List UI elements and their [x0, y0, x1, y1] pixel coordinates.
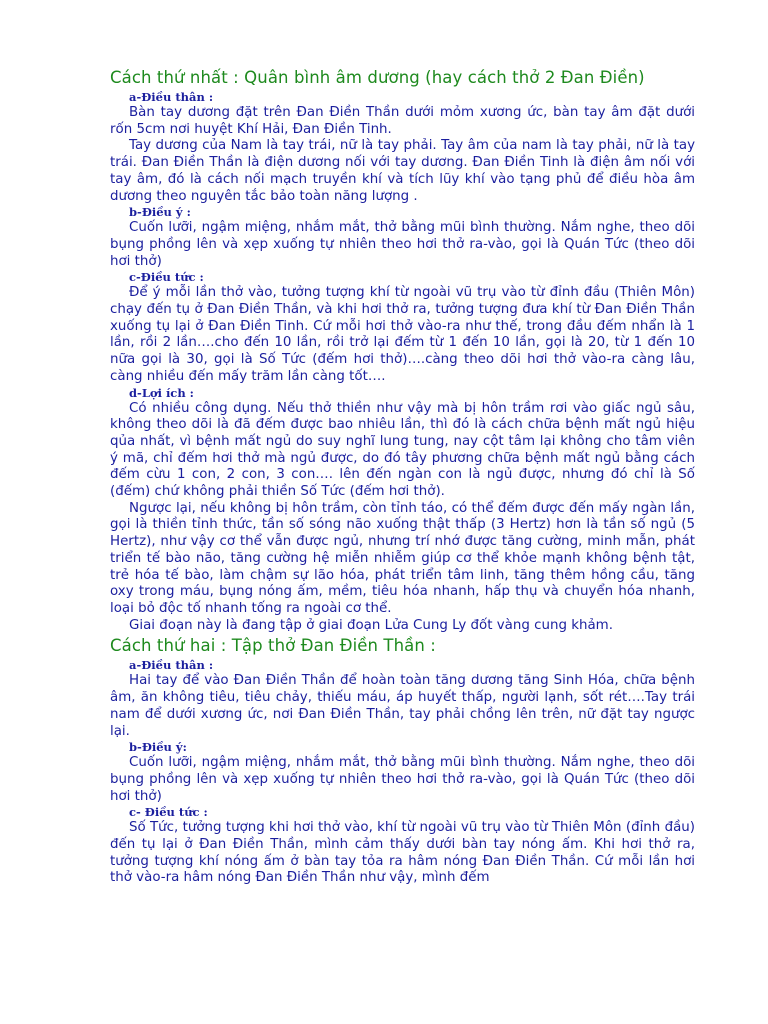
section1-d-label: d-Lợi ích : — [129, 385, 194, 400]
section1-c-label: c-Điều tức : — [129, 270, 204, 285]
section2-b-paragraph-1: Cuốn lưỡi, ngậm miệng, nhắm mắt, thở bằng mũi bình thường. Nắm nghe, theo dõi bụng phồng lên và xẹp xuống tự nhiên theo hơi thở ra-vào, gọi là Quán Tức (theo dõi hơi thở) — [110, 755, 695, 804]
section1-a-paragraph-2: Tay dương của Nam là tay trái, nữ là tay phải. Tay âm của nam là tay phải, nữ là tay trái. Đan Điền Thần là điện dương nối với tay dương. Đan Điền Tinh là điện âm nối với tay âm, đó là cách nối mạch truyền khí và tích lũy khí vào tạng phủ để điều hòa âm dương theo nguyên tắc bảo toàn năng lượng . — [110, 138, 695, 204]
document-body — [110, 66, 695, 887]
section1-b-paragraph-1: Cuốn lưỡi, ngậm miệng, nhắm mắt, thở bằng mũi bình thường. Nắm nghe, theo dõi bụng phồng lên và xẹp xuống tự nhiên theo hơi thở ra-vào, gọi là Quán Tức (theo dõi hơi thở) — [110, 220, 695, 269]
section1-a-label: a-Điều thân : — [129, 90, 214, 104]
section2-a-label: a-Điều thân : — [129, 658, 214, 673]
section1-d-paragraph-3: Giai đoạn này là đang tập ở giai đoạn Lửa Cung Ly đốt vàng cung khảm. — [129, 617, 613, 633]
section2-a-paragraph-1: Hai tay để vào Đan Điền Thần để hoàn toàn tăng dương tăng Sinh Hóa, chữa bệnh âm, ăn không tiêu, tiêu chảy, thiếu máu, áp huyết thấp, người lạnh, sốt rét….Tay trái nam để dưới xương ức, nơi Đan Điền Thần, tay phải chồng lên trên, nữ đặt tay ngược lại. — [110, 673, 695, 739]
section2-c-paragraph-1: Số Tức, tưởng tượng khi hơi thở vào, khí từ ngoài vũ trụ vào từ Thiên Môn (đỉnh đầu) đến tụ lại ở Đan Điền Thần, mình cảm thấy dưới bàn tay nóng ấm. Khi hơi thở ra, tưởng tượng khí nóng ấm ở bàn tay tỏa ra hâm nóng Đan Điền Thần. Cứ mỗi lần hơi thở vào-ra hâm nóng Đan Điền Thần như vậy, mình đếm — [110, 820, 695, 886]
section1-title: Cách thứ nhất : Quân bình âm dương (hay cách thở 2 Đan Điền) — [110, 68, 645, 87]
section1-c-paragraph-1: Để ý mỗi lần thở vào, tưởng tượng khí từ ngoài vũ trụ vào từ đỉnh đầu (Thiên Môn) chạy đến tụ ở Đan Điền Thần, và khi hơi thở ra, tưởng tượng đưa khí từ Đan Điền Thần xuống tụ lại ở Đan Điền Tinh. Cứ mỗi hơi thở vào-ra như thế, trong đầu đếm nhẩn là 1 lần, rồi 2 lần….cho đến 10 lần, rồi trở lại đếm từ 1 đến 10 lần, gọi là 20, từ 1 đến 10 nữa gọi là 30, gọi là Số Tức (đếm hơi thở)….càng theo dõi hơi thở vào-ra càng lâu, càng nhiều đến mấy trăm lần càng tốt…. — [110, 285, 695, 384]
section2-c-label: c- Điều tức : — [129, 805, 208, 820]
section2-title: Cách thứ hai : Tập thở Đan Điền Thần : — [110, 636, 436, 656]
section1-d-paragraph-1: Có nhiều công dụng. Nếu thở thiền như vậy mà bị hôn trầm rơi vào giấc ngủ sâu, không theo dõi là đã đếm được bao nhiêu lần, thì đó là cách chữa bệnh mất ngủ hiệu qủa nhất, vì bệnh mất ngủ do suy nghĩ lung tung, nay cột tâm lại không cho tâm viên ý mã, chỉ đếm hơi thở mà ngủ được, do đó tây phương chữa bệnh mất ngủ bằng cách đếm cừu 1 con, 2 con, 3 con…. lên đến ngàn con là ngủ được, nhưng đó chỉ là Số (đếm) chứ không phải thiền Số Tức (đếm hơi thở). — [110, 400, 695, 500]
section2-b-label: b-Điều ý: — [129, 740, 187, 755]
section1-a-paragraph-1: Bàn tay dương đặt trên Đan Điền Thần dưới mỏm xương ức, bàn tay âm đặt dưới rốn 5cm nơi huyệt Khí Hải, Đan Điền Tinh. — [110, 105, 695, 137]
section1-b-label: b-Điều ý : — [129, 205, 191, 220]
section1-d-paragraph-2: Ngược lại, nếu không bị hôn trầm, còn tỉnh táo, có thể đếm được đến mấy ngàn lần, gọi là thiền tỉnh thức, tần số sóng não xuống thật thấp (3 Hertz) hơn là tần số ngủ (5 Hertz), như vậy cơ thể vẫn được ngủ, nhưng trí nhớ được tăng cường, minh mẫn, phát triển tế bào não, tăng cường hệ miễn nhiễm giúp cơ thể khỏe mạnh không bệnh tật, trẻ hóa tế bào, làm chậm sự lão hóa, phát triển tâm linh, tăng thêm hồng cầu, tăng oxy trong máu, bụng nóng ấm, mềm, tiêu hóa nhanh, hấp thụ và chuyển hóa nhanh, loại bỏ độc tố nhanh tống ra ngoài cơ thể. — [110, 500, 695, 616]
